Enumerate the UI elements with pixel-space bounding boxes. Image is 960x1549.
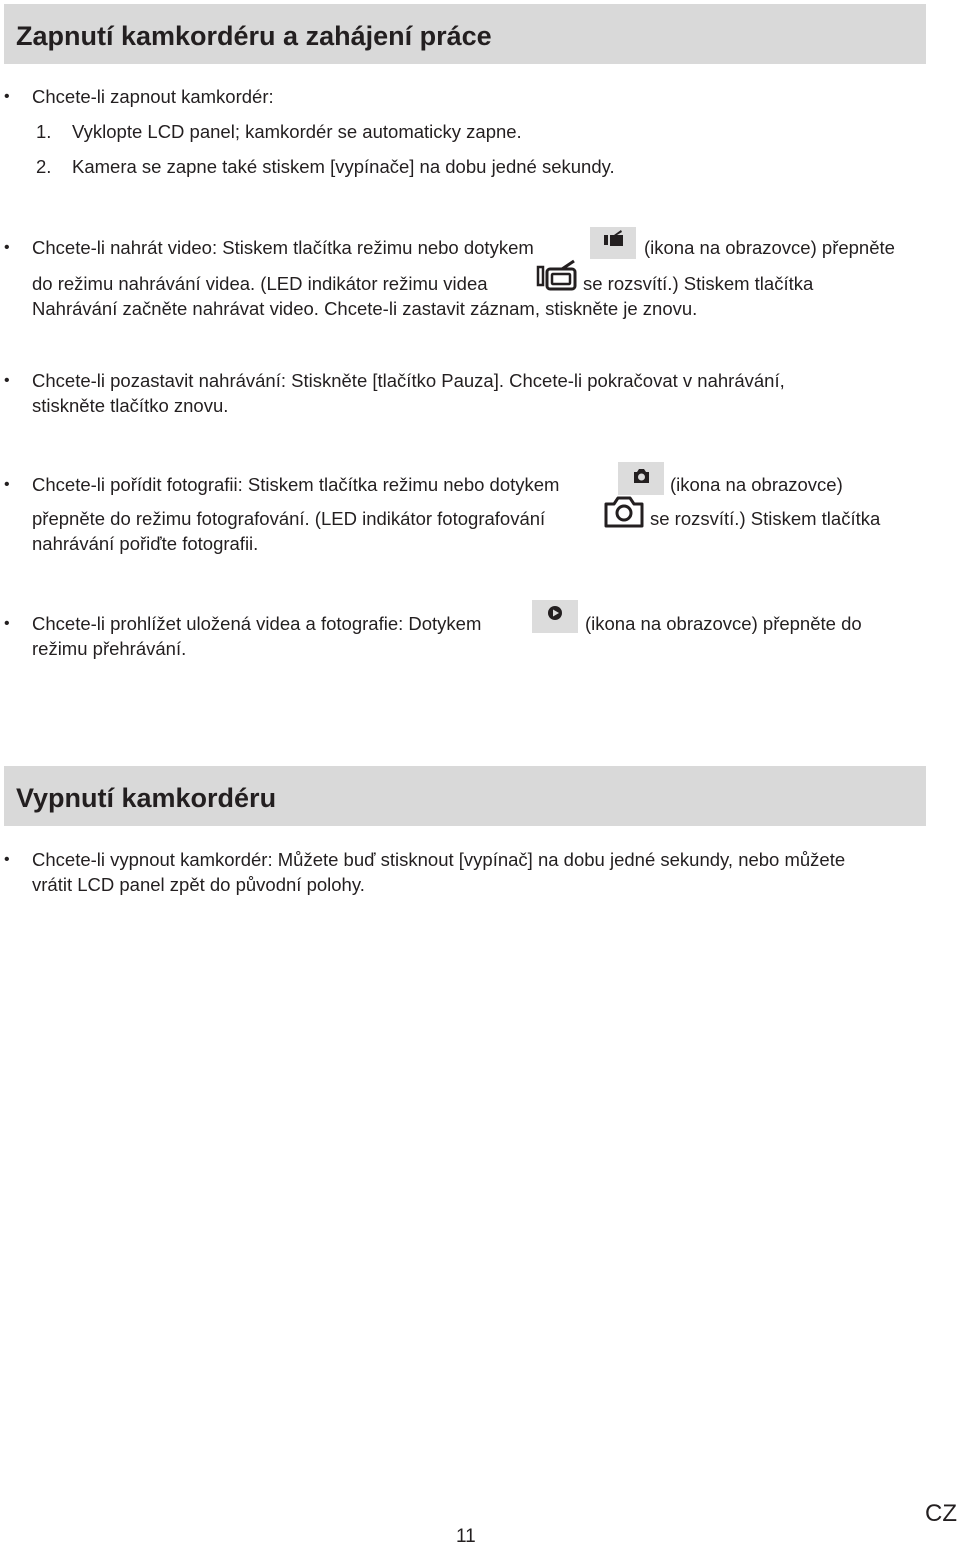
- power-on-intro: Chcete-li zapnout kamkordér:: [32, 86, 274, 107]
- text-line: se rozsvítí.) Stiskem tlačítka: [583, 273, 814, 294]
- text-line: Chcete-li pořídit fotografii: Stiskem tlačítka režimu nebo dotykem: [32, 474, 560, 495]
- text-line: (ikona na obrazovce) přepněte: [644, 237, 895, 258]
- text-line: Chcete-li nahrát video: Stiskem tlačítka režimu nebo dotykem: [32, 237, 534, 258]
- bullet: •: [4, 372, 10, 389]
- camera-led-icon: [602, 494, 646, 530]
- bullet: •: [4, 239, 10, 256]
- section-header-power-on: [4, 4, 926, 64]
- play-icon[interactable]: [532, 600, 578, 633]
- step-text: Vyklopte LCD panel; kamkordér se automaticky zapne.: [72, 121, 522, 142]
- text-line: se rozsvítí.) Stiskem tlačítka: [650, 508, 881, 529]
- text-line: stiskněte tlačítko znovu.: [32, 395, 229, 416]
- text-line: přepněte do režimu fotografování. (LED indikátor fotografování: [32, 508, 546, 529]
- text-line: Nahrávání začněte nahrávat video. Chcete-li zastavit záznam, stiskněte je znovu.: [32, 298, 698, 319]
- text-line: (ikona na obrazovce): [670, 474, 843, 495]
- bullet: •: [4, 851, 10, 868]
- section-title: Zapnutí kamkordéru a zahájení práce: [16, 21, 492, 51]
- section-title: Vypnutí kamkordéru: [16, 783, 277, 813]
- video-camera-icon[interactable]: [590, 227, 636, 259]
- text-line: Chcete-li vypnout kamkordér: Můžete buď stisknout [vypínač] na dobu jedné sekundy, nebo můžete: [32, 849, 846, 870]
- bullet: •: [4, 615, 10, 632]
- language-code: CZ: [925, 1500, 957, 1527]
- text-line: (ikona na obrazovce) přepněte do: [585, 613, 862, 634]
- video-led-icon: [536, 259, 580, 295]
- bullet: •: [4, 476, 10, 493]
- text-line: Chcete-li pozastavit nahrávání: Stiskněte [tlačítko Pauza]. Chcete-li pokračovat v nahrávání,: [32, 370, 785, 391]
- step-number: 1.: [36, 121, 52, 142]
- bullet: •: [4, 88, 10, 105]
- camera-icon[interactable]: [618, 462, 664, 495]
- text-line: do režimu nahrávání videa. (LED indikátor režimu videa: [32, 273, 488, 294]
- section-header-power-off: [4, 766, 926, 826]
- step-number: 2.: [36, 156, 52, 177]
- record-video-item: [0, 235, 940, 325]
- page-number: 11: [456, 1526, 476, 1547]
- step-text: Kamera se zapne také stiskem [vypínače] na dobu jedné sekundy.: [72, 156, 615, 177]
- text-line: nahrávání pořiďte fotografii.: [32, 533, 259, 554]
- text-line: režimu přehrávání.: [32, 638, 187, 659]
- text-line: Chcete-li prohlížet uložená videa a fotografie: Dotykem: [32, 613, 482, 634]
- text-line: vrátit LCD panel zpět do původní polohy.: [32, 874, 365, 895]
